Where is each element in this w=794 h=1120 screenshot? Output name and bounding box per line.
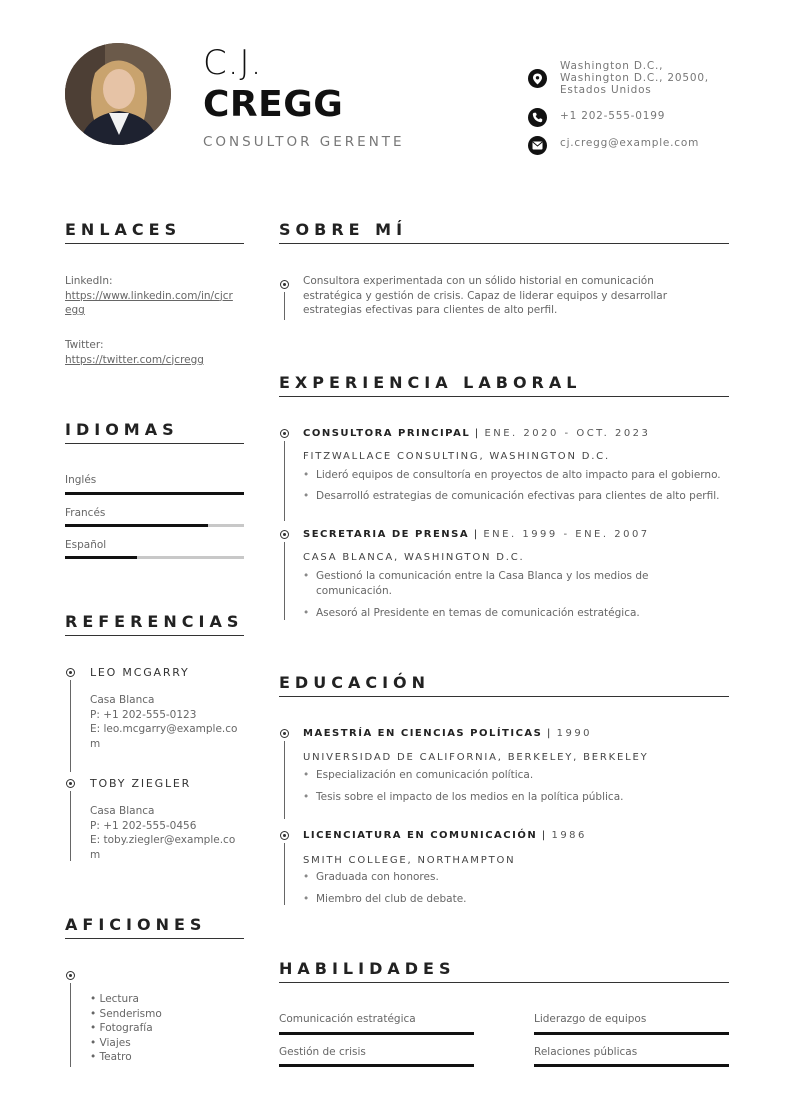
hobbies-list — [90, 992, 162, 1065]
timeline-bullet-icon — [280, 530, 289, 539]
timeline-bullet-icon — [66, 668, 75, 677]
list-item: • Especialización en comunicación política. — [303, 769, 534, 781]
reference-details: Casa Blanca P: +1 202-555-0456 E: toby.ziegler@example.co m — [90, 805, 236, 861]
skill-name: Comunicación estratégica — [279, 1013, 416, 1025]
reference-name: TOBY ZIEGLER — [90, 777, 192, 790]
timeline-bullet-icon — [280, 729, 289, 738]
language-bar — [65, 492, 244, 495]
company-name: CASA BLANCA, WASHINGTON D.C. — [303, 552, 525, 563]
phone-icon — [528, 108, 547, 127]
skill-bar-fill — [279, 1064, 474, 1067]
twitter-label: Twitter: — [65, 339, 104, 351]
education-heading: EDUCACIÓN — [279, 673, 431, 692]
divider — [65, 443, 244, 444]
list-item: • Senderismo — [90, 1007, 162, 1020]
list-item: • Graduada con honores. — [303, 871, 439, 883]
list-item: • Desarrolló estrategias de comunicación efectivas para clientes de alto perfil. — [303, 490, 720, 502]
email-address: cj.cregg@example.com — [560, 137, 700, 149]
language-name: Inglés — [65, 474, 97, 486]
school-name: UNIVERSIDAD DE CALIFORNIA, BERKELEY, BERKELEY — [303, 752, 649, 763]
first-name: C.J. — [203, 43, 263, 83]
timeline-bullet-icon — [280, 429, 289, 438]
profile-photo — [65, 43, 171, 145]
language-bar-fill — [65, 492, 244, 495]
list-item: • Viajes — [90, 1036, 131, 1049]
language-bar — [65, 556, 244, 559]
about-heading: SOBRE MÍ — [279, 220, 408, 239]
linkedin-block — [65, 274, 233, 318]
list-item: • Fotografía — [90, 1022, 153, 1034]
skill-bar — [534, 1064, 729, 1067]
phone-number: +1 202-555-0199 — [560, 110, 666, 122]
timeline-bullet-icon — [66, 779, 75, 788]
list-item: • Miembro del club de debate. — [303, 893, 467, 905]
list-item: • Lectura — [90, 993, 139, 1005]
language-bar-fill — [65, 556, 137, 559]
timeline-line — [284, 441, 285, 521]
divider — [279, 243, 729, 244]
hobbies-heading: AFICIONES — [65, 915, 207, 934]
skill-name: Relaciones públicas — [534, 1046, 638, 1058]
skills-heading: HABILIDADES — [279, 959, 456, 978]
timeline-line — [70, 983, 71, 1067]
timeline-bullet-icon — [280, 280, 289, 289]
last-name: CREGG — [203, 84, 344, 125]
degree-header: MAESTRÍA EN CIENCIAS POLÍTICAS | 1990 — [303, 728, 593, 739]
reference-name: LEO MCGARRY — [90, 666, 190, 679]
references-heading: REFERENCIAS — [65, 612, 244, 631]
skill-name: Liderazgo de equipos — [534, 1013, 647, 1025]
language-name: Español — [65, 539, 107, 551]
twitter-link[interactable]: https://twitter.com/cjcregg — [65, 353, 204, 366]
skill-bar — [279, 1032, 474, 1035]
timeline-line — [284, 843, 285, 905]
address: Washington D.C., Washington D.C., 20500, Estados Unidos — [560, 60, 709, 96]
divider — [279, 696, 729, 697]
languages-heading: IDIOMAS — [65, 420, 179, 439]
timeline-line — [70, 680, 71, 772]
job-title: CONSULTOR GERENTE — [203, 134, 405, 150]
skill-bar — [534, 1032, 729, 1035]
divider — [279, 396, 729, 397]
list-item: • Tesis sobre el impacto de los medios en la política pública. — [303, 791, 624, 803]
language-bar-fill — [65, 524, 208, 527]
timeline-bullet-icon — [280, 831, 289, 840]
divider — [65, 635, 244, 636]
language-bar — [65, 524, 244, 527]
links-heading: ENLACES — [65, 220, 182, 239]
about-text: Consultora experimentada con un sólido historial en comunicación estratégica y gestión de crisis. Capaz de liderar equipos y desarrollar estrategias efectivas para clientes de alto perfil. — [303, 275, 668, 316]
skill-bar — [279, 1064, 474, 1067]
timeline-line — [70, 791, 71, 861]
timeline-line — [284, 542, 285, 620]
list-item: • Lideró equipos de consultoría en proyectos de alto impacto para el gobierno. — [303, 469, 721, 481]
job-header: SECRETARIA DE PRENSA | ENE. 1999 - ENE. 2007 — [303, 529, 650, 540]
skill-bar-fill — [279, 1032, 474, 1035]
company-name: FITZWALLACE CONSULTING, WASHINGTON D.C. — [303, 451, 610, 462]
timeline-bullet-icon — [66, 971, 75, 980]
twitter-block — [65, 338, 204, 367]
linkedin-link[interactable]: https://www.linkedin.com/in/cjcr egg — [65, 289, 233, 316]
experience-heading: EXPERIENCIA LABORAL — [279, 373, 582, 392]
envelope-icon — [528, 136, 547, 155]
list-item: • Teatro — [90, 1051, 132, 1063]
reference-details: Casa Blanca P: +1 202-555-0123 E: leo.mcgarry@example.co m — [90, 694, 238, 750]
divider — [65, 243, 244, 244]
timeline-line — [284, 292, 285, 320]
linkedin-label: LinkedIn: — [65, 275, 113, 287]
location-pin-icon — [528, 69, 547, 88]
degree-header: LICENCIATURA EN COMUNICACIÓN | 1986 — [303, 830, 587, 841]
list-item: • Gestionó la comunicación entre la Casa Blanca y los medios de comunicación. — [303, 570, 649, 597]
skill-bar-fill — [534, 1064, 729, 1067]
divider — [65, 938, 244, 939]
language-name: Francés — [65, 507, 106, 519]
divider — [279, 982, 729, 983]
skill-name: Gestión de crisis — [279, 1046, 366, 1058]
school-name: SMITH COLLEGE, NORTHAMPTON — [303, 855, 516, 866]
timeline-line — [284, 741, 285, 819]
list-item: • Asesoró al Presidente en temas de comunicación estratégica. — [303, 607, 640, 619]
skill-bar-fill — [534, 1032, 729, 1035]
job-header: CONSULTORA PRINCIPAL | ENE. 2020 - OCT. 2023 — [303, 428, 651, 439]
